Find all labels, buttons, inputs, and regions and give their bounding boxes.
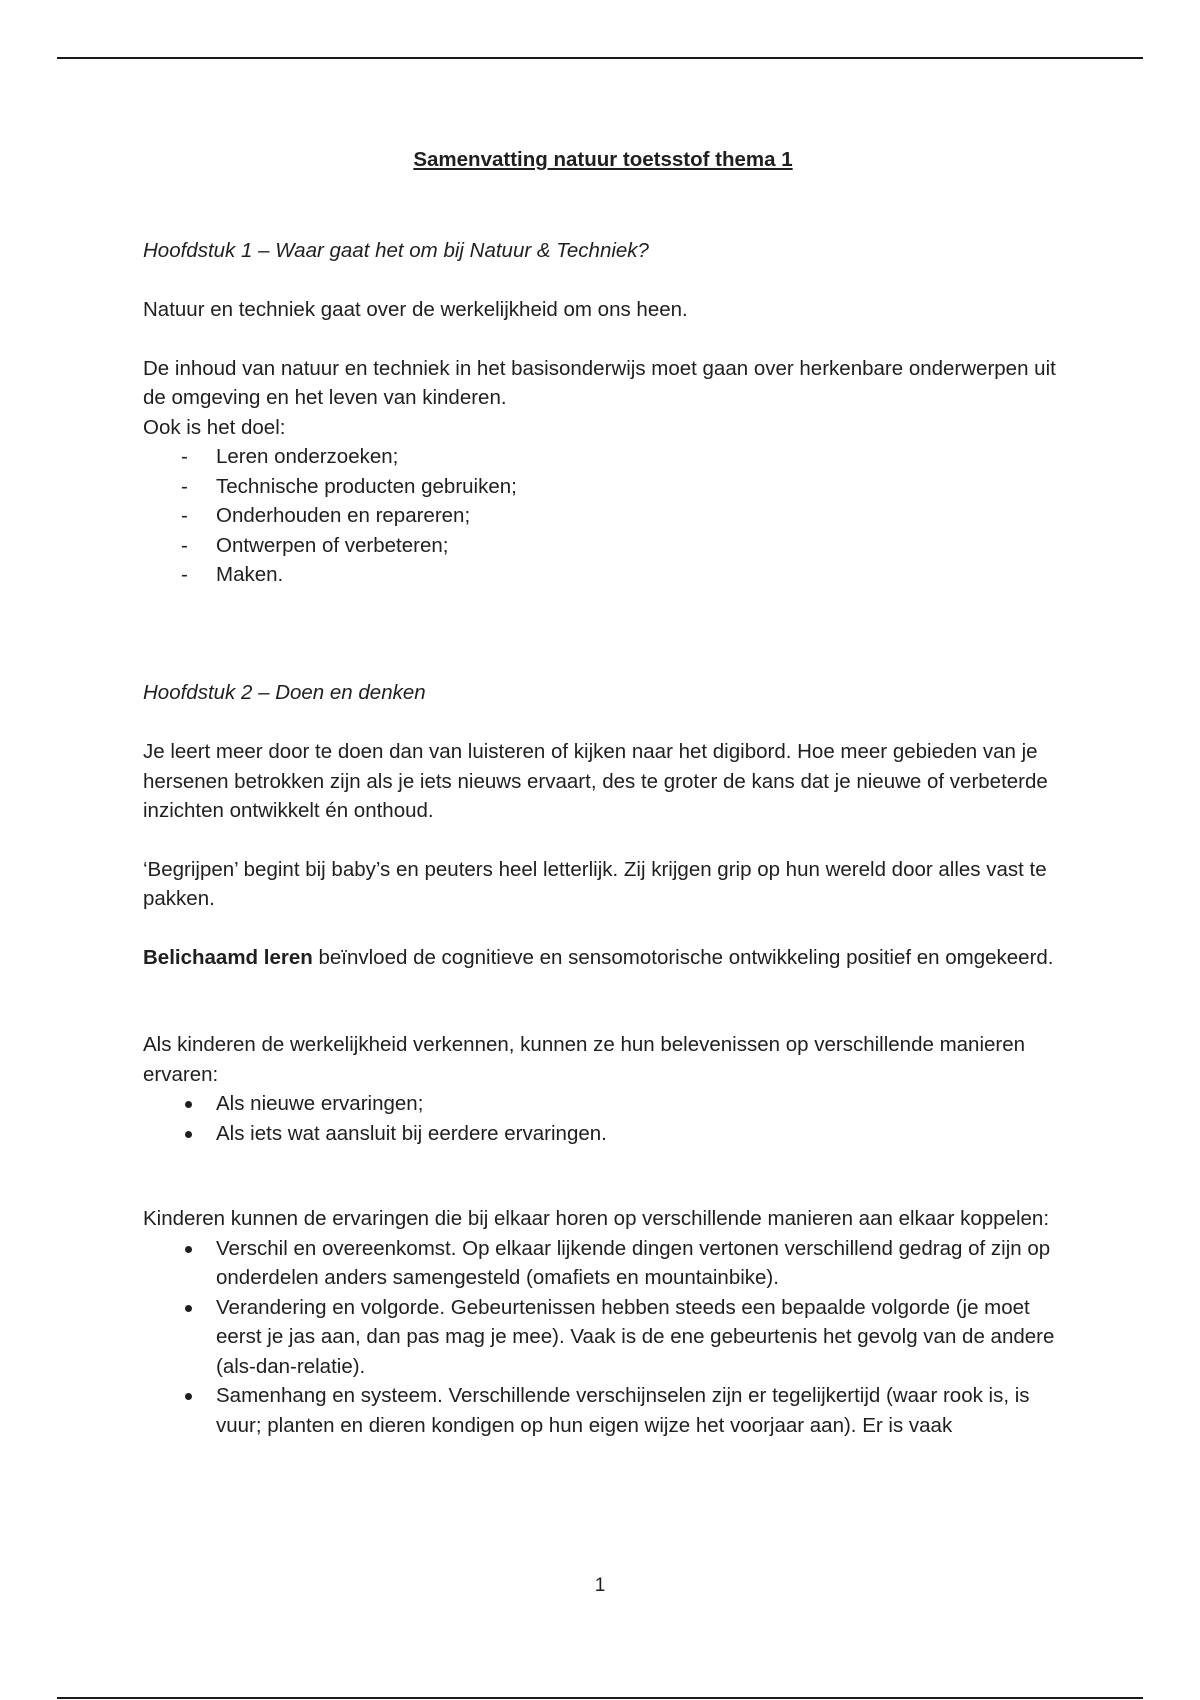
chapter-2-paragraph-4: Als kinderen de werkelijkheid verkennen, kunnen ze hun belevenissen op verschillende manieren ervaren: [143,1033,1026,1086]
list-item [143,560,1063,590]
list-item-text: Technische producten gebruiken; [216,474,517,498]
list-item [143,472,1063,502]
dash-marker: - [181,474,188,498]
chapter-2-paragraph-2: ‘Begrijpen’ begint bij baby’s en peuters heel letterlijk. Zij krijgen grip op hun wereld door alles vast te pakken. [143,857,1047,910]
list-item-text: Leren onderzoeken; [216,445,399,468]
bold-term: Belichaamd leren [143,945,313,969]
chapter-1-heading: Hoofdstuk 1 – Waar gaat het om bij Natuur & Techniek? [143,238,649,262]
goals-intro: Ook is het doel: [143,415,286,439]
list-item [143,442,1063,472]
dash-marker: - [181,533,188,557]
dash-marker: - [181,445,188,468]
list-item [143,1234,1063,1293]
chapter-2-paragraph-3 [143,943,1063,973]
links-list [143,1234,1063,1441]
page-number: 1 [594,1575,606,1596]
bullet-marker [185,1246,192,1253]
list-item-text: Ontwerpen of verbeteren; [216,533,449,557]
dash-marker: - [181,504,188,527]
document-title: Samenvatting natuur toetsstof thema 1 [413,148,793,171]
list-item-text: Onderhouden en repareren; [216,504,471,527]
list-item-text: Samenhang en systeem. Verschillende verschijnselen zijn er tegelijkertijd (waar rook is, is vuur; planten en dieren kondigen op hun eigen wijze het voorjaar aan). Er is vaak [216,1384,1030,1437]
list-item-text: Maken. [216,563,284,586]
chapter-1-paragraph: De inhoud van natuur en techniek in het basisonderwijs moet gaan over herkenbare onderwerpen uit de omgeving en het leven van kinderen. [143,356,1056,409]
footer-rule [57,1697,1143,1699]
paragraph-text: beïnvloed de cognitieve en sensomotorische ontwikkeling positief en omgekeerd. [312,945,1054,969]
list-item [143,531,1063,561]
list-item-text: Als iets wat aansluit bij eerdere ervaringen. [216,1121,607,1145]
experiences-list [143,1089,1063,1148]
bullet-marker [185,1305,192,1312]
bullet-marker [185,1393,192,1400]
list-item [143,1119,1063,1149]
document-page [143,145,1063,1440]
list-item [143,501,1063,531]
list-item [143,1381,1063,1440]
chapter-2-heading: Hoofdstuk 2 – Doen en denken [143,680,426,704]
chapter-2-paragraph-5: Kinderen kunnen de ervaringen die bij elkaar horen op verschillende manieren aan elkaar koppelen: [143,1207,1050,1230]
chapter-2-paragraph-1: Je leert meer door te doen dan van luisteren of kijken naar het digibord. Hoe meer gebieden van je hersenen betrokken zijn als je iets nieuws ervaart, des te groter de kans dat je nieuwe of verbeterde inzichten ontwikkelt én onthoud. [143,740,1048,822]
list-item [143,1089,1063,1119]
goals-list [143,442,1063,590]
list-item-text: Verschil en overeenkomst. Op elkaar lijkende dingen vertonen verschillend gedrag of zijn op onderdelen anders samengesteld (omafiets en mountainbike). [216,1236,1051,1289]
bullet-marker [185,1131,192,1138]
bullet-marker [185,1101,192,1108]
list-item [143,1293,1063,1382]
list-item-text: Als nieuwe ervaringen; [216,1092,424,1115]
dash-marker: - [181,563,188,586]
chapter-1-intro: Natuur en techniek gaat over de werkelijkheid om ons heen. [143,298,688,321]
header-rule [57,57,1143,59]
list-item-text: Verandering en volgorde. Gebeurtenissen hebben steeds een bepaalde volgorde (je moet eerst je jas aan, dan pas mag je mee). Vaak is de ene gebeurtenis het gevolg van de andere (als-dan-relatie). [216,1295,1055,1378]
